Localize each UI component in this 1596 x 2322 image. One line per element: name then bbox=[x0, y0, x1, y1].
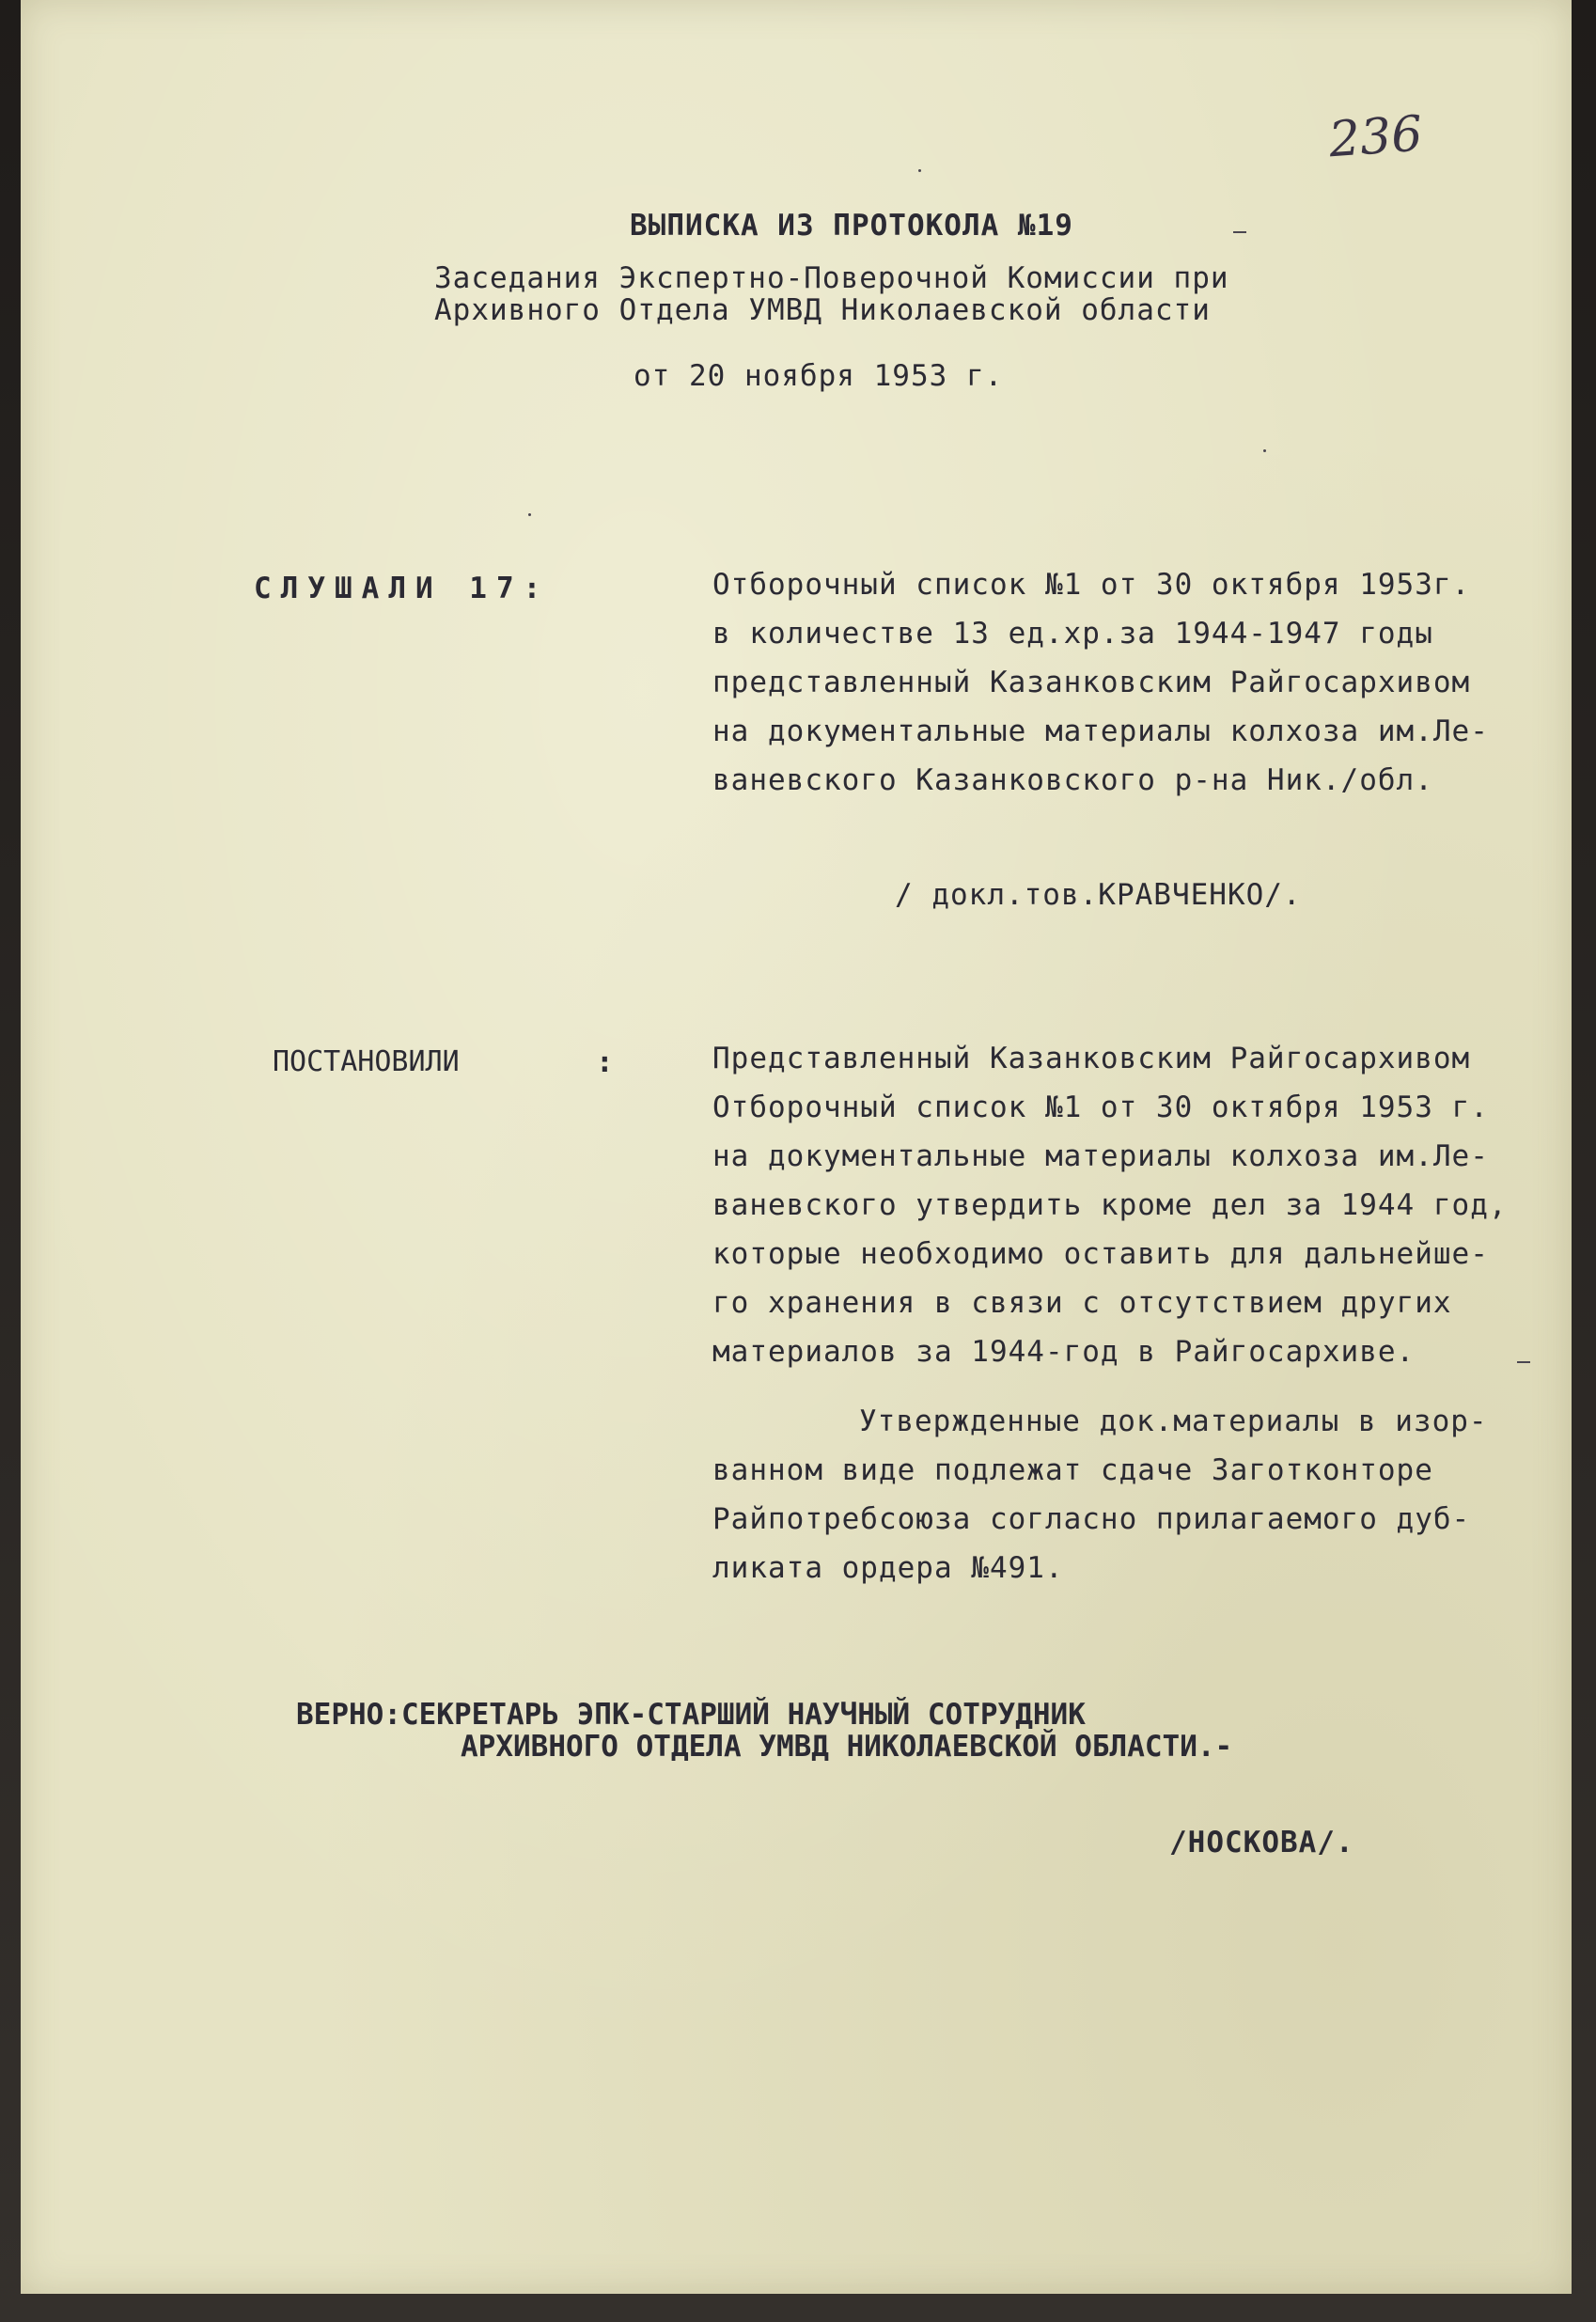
heard-line: ваневского Казанковского р-на Ник./обл. bbox=[712, 763, 1433, 797]
signatory-name: /НОСКОВА/. bbox=[1169, 1826, 1354, 1859]
decision-line: Отборочный список №1 от 30 октября 1953 г. bbox=[712, 1090, 1489, 1124]
decision-line: го хранения в связи с отсутствием других bbox=[712, 1286, 1452, 1320]
document-sheet bbox=[21, 0, 1572, 2294]
decided-colon: : bbox=[596, 1045, 615, 1079]
stray-dot-mark bbox=[918, 169, 921, 172]
signature-title-line-1: ВЕРНО:СЕКРЕТАРЬ ЭПК-СТАРШИЙ НАУЧНЫЙ СОТРУДНИК bbox=[296, 1698, 1086, 1732]
signature-title-line-2: АРХИВНОГО ОТДЕЛА УМВД НИКОЛАЕВСКОЙ ОБЛАСТИ.- bbox=[461, 1730, 1233, 1764]
heard-line: представленный Казанковским Райгосархивом bbox=[712, 666, 1471, 699]
subtitle-line-2: Архивного Отдела УМВД Николаевской области bbox=[434, 293, 1211, 327]
decision-line: материалов за 1944-год в Райгосархиве. bbox=[712, 1335, 1416, 1369]
decision-line: ваневского утвердить кроме дел за 1944 год, bbox=[712, 1188, 1508, 1222]
decision-line: на документальные материалы колхоза им.Ле- bbox=[712, 1139, 1489, 1173]
speaker-note: / докл.тов.КРАВЧЕНКО/. bbox=[895, 878, 1302, 912]
heard-line: в количестве 13 ед.хр.за 1944-1947 годы bbox=[712, 617, 1433, 651]
stray-dot-mark bbox=[1263, 449, 1266, 452]
heard-line: Отборочный список №1 от 30 октября 1953г. bbox=[712, 568, 1471, 602]
decision-line: Утвержденные док.материалы в изор- bbox=[859, 1404, 1488, 1438]
stray-dot-mark bbox=[528, 513, 531, 516]
decision-line: Представленный Казанковским Райгосархивом bbox=[712, 1042, 1471, 1075]
decision-line: Райпотребсоюза согласно прилагаемого дуб- bbox=[712, 1502, 1471, 1536]
decision-line: ликата ордера №491. bbox=[712, 1551, 1064, 1585]
decision-line: ванном виде подлежат сдаче Заготконторе bbox=[712, 1453, 1433, 1487]
protocol-date: от 20 ноября 1953 г. bbox=[634, 359, 1004, 393]
heard-line: на документальные материалы колхоза им.Ле- bbox=[712, 714, 1489, 748]
decided-label: ПОСТАНОВИЛИ bbox=[273, 1045, 460, 1078]
decision-line: которые необходимо оставить для дальнейше- bbox=[712, 1237, 1489, 1271]
archive-page-number: 236 bbox=[1327, 105, 1425, 169]
stray-dash-mark bbox=[1233, 231, 1246, 233]
stray-dash-mark bbox=[1517, 1361, 1530, 1363]
subtitle-line-1: Заседания Экспертно-Поверочной Комиссии при bbox=[434, 261, 1229, 295]
heard-label: СЛУШАЛИ 17: bbox=[254, 572, 551, 605]
document-title: ВЫПИСКА ИЗ ПРОТОКОЛА №19 bbox=[630, 209, 1073, 243]
